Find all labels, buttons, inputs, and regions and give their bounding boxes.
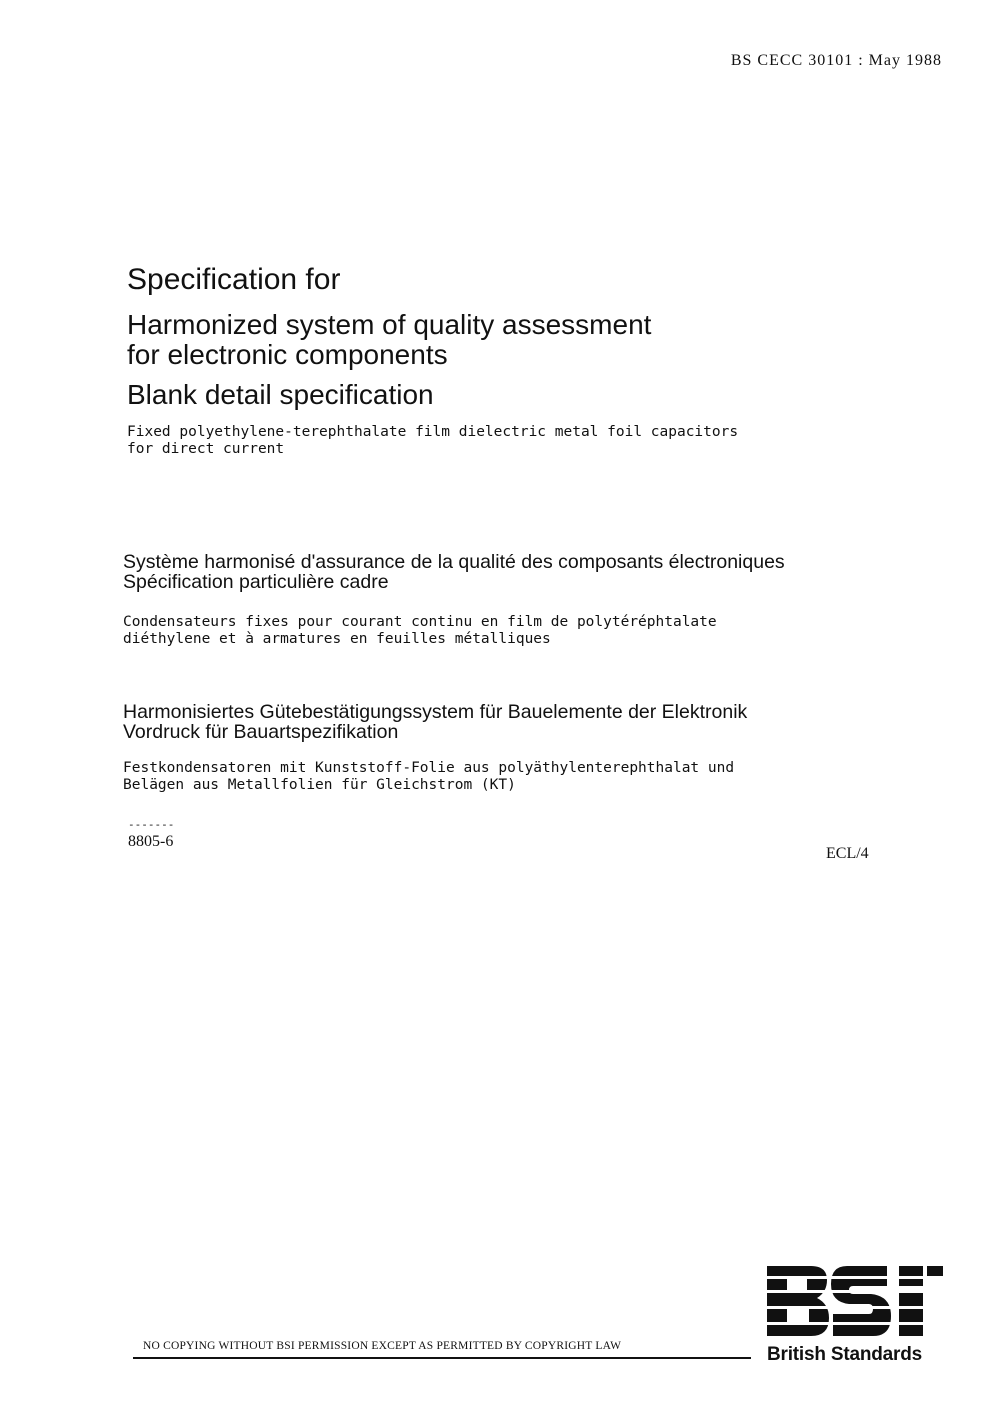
french-title-block [123,552,923,648]
title-blank-detail: Blank detail specification [127,379,434,410]
title-specification-for: Specification for [127,263,341,296]
french-subtitle-line1: Condensateurs fixes pour courant continu en film de polytéréphtalate [123,614,717,630]
french-heading-line1: Système harmonisé d'assurance de la qualité des composants électroniques [123,551,785,573]
title-harmonized-line1: Harmonized system of quality assessment [127,309,652,340]
committee-reference: ECL/4 [826,845,869,862]
document-code: 8805-6 [128,833,174,850]
english-subtitle-line2: for direct current [127,441,285,457]
bsi-logo-icon [765,1262,945,1340]
code-dashes: ------- [128,818,175,831]
german-heading-line2: Vordruck für Bauartspezifikation [123,721,399,743]
british-standards-label: British Standards [767,1344,922,1365]
standard-reference: BS CECC 30101 : May 1988 [730,52,942,69]
french-heading-line2: Spécification particulière cadre [123,571,389,593]
english-subtitle-line1: Fixed polyethylene-terephthalate film dielectric metal foil capacitors [127,424,739,440]
german-subtitle-line2: Belägen aus Metallfolien für Gleichstrom (KT) [123,777,516,793]
german-title-block [123,702,923,794]
german-heading-line1: Harmonisiertes Gütebestätigungssystem für Bauelemente der Elektronik [123,701,748,723]
copyright-notice: NO COPYING WITHOUT BSI PERMISSION EXCEPT AS PERMITTED BY COPYRIGHT LAW [143,1340,622,1352]
title-harmonized-line2: for electronic components [127,339,448,370]
copyright-rule [133,1357,751,1359]
french-subtitle-line2: diéthylene et à armatures en feuilles métalliques [123,631,551,647]
english-title-block [127,262,907,458]
german-subtitle-line1: Festkondensatoren mit Kunststoff-Folie aus polyäthylenterephthalat und [123,760,735,776]
